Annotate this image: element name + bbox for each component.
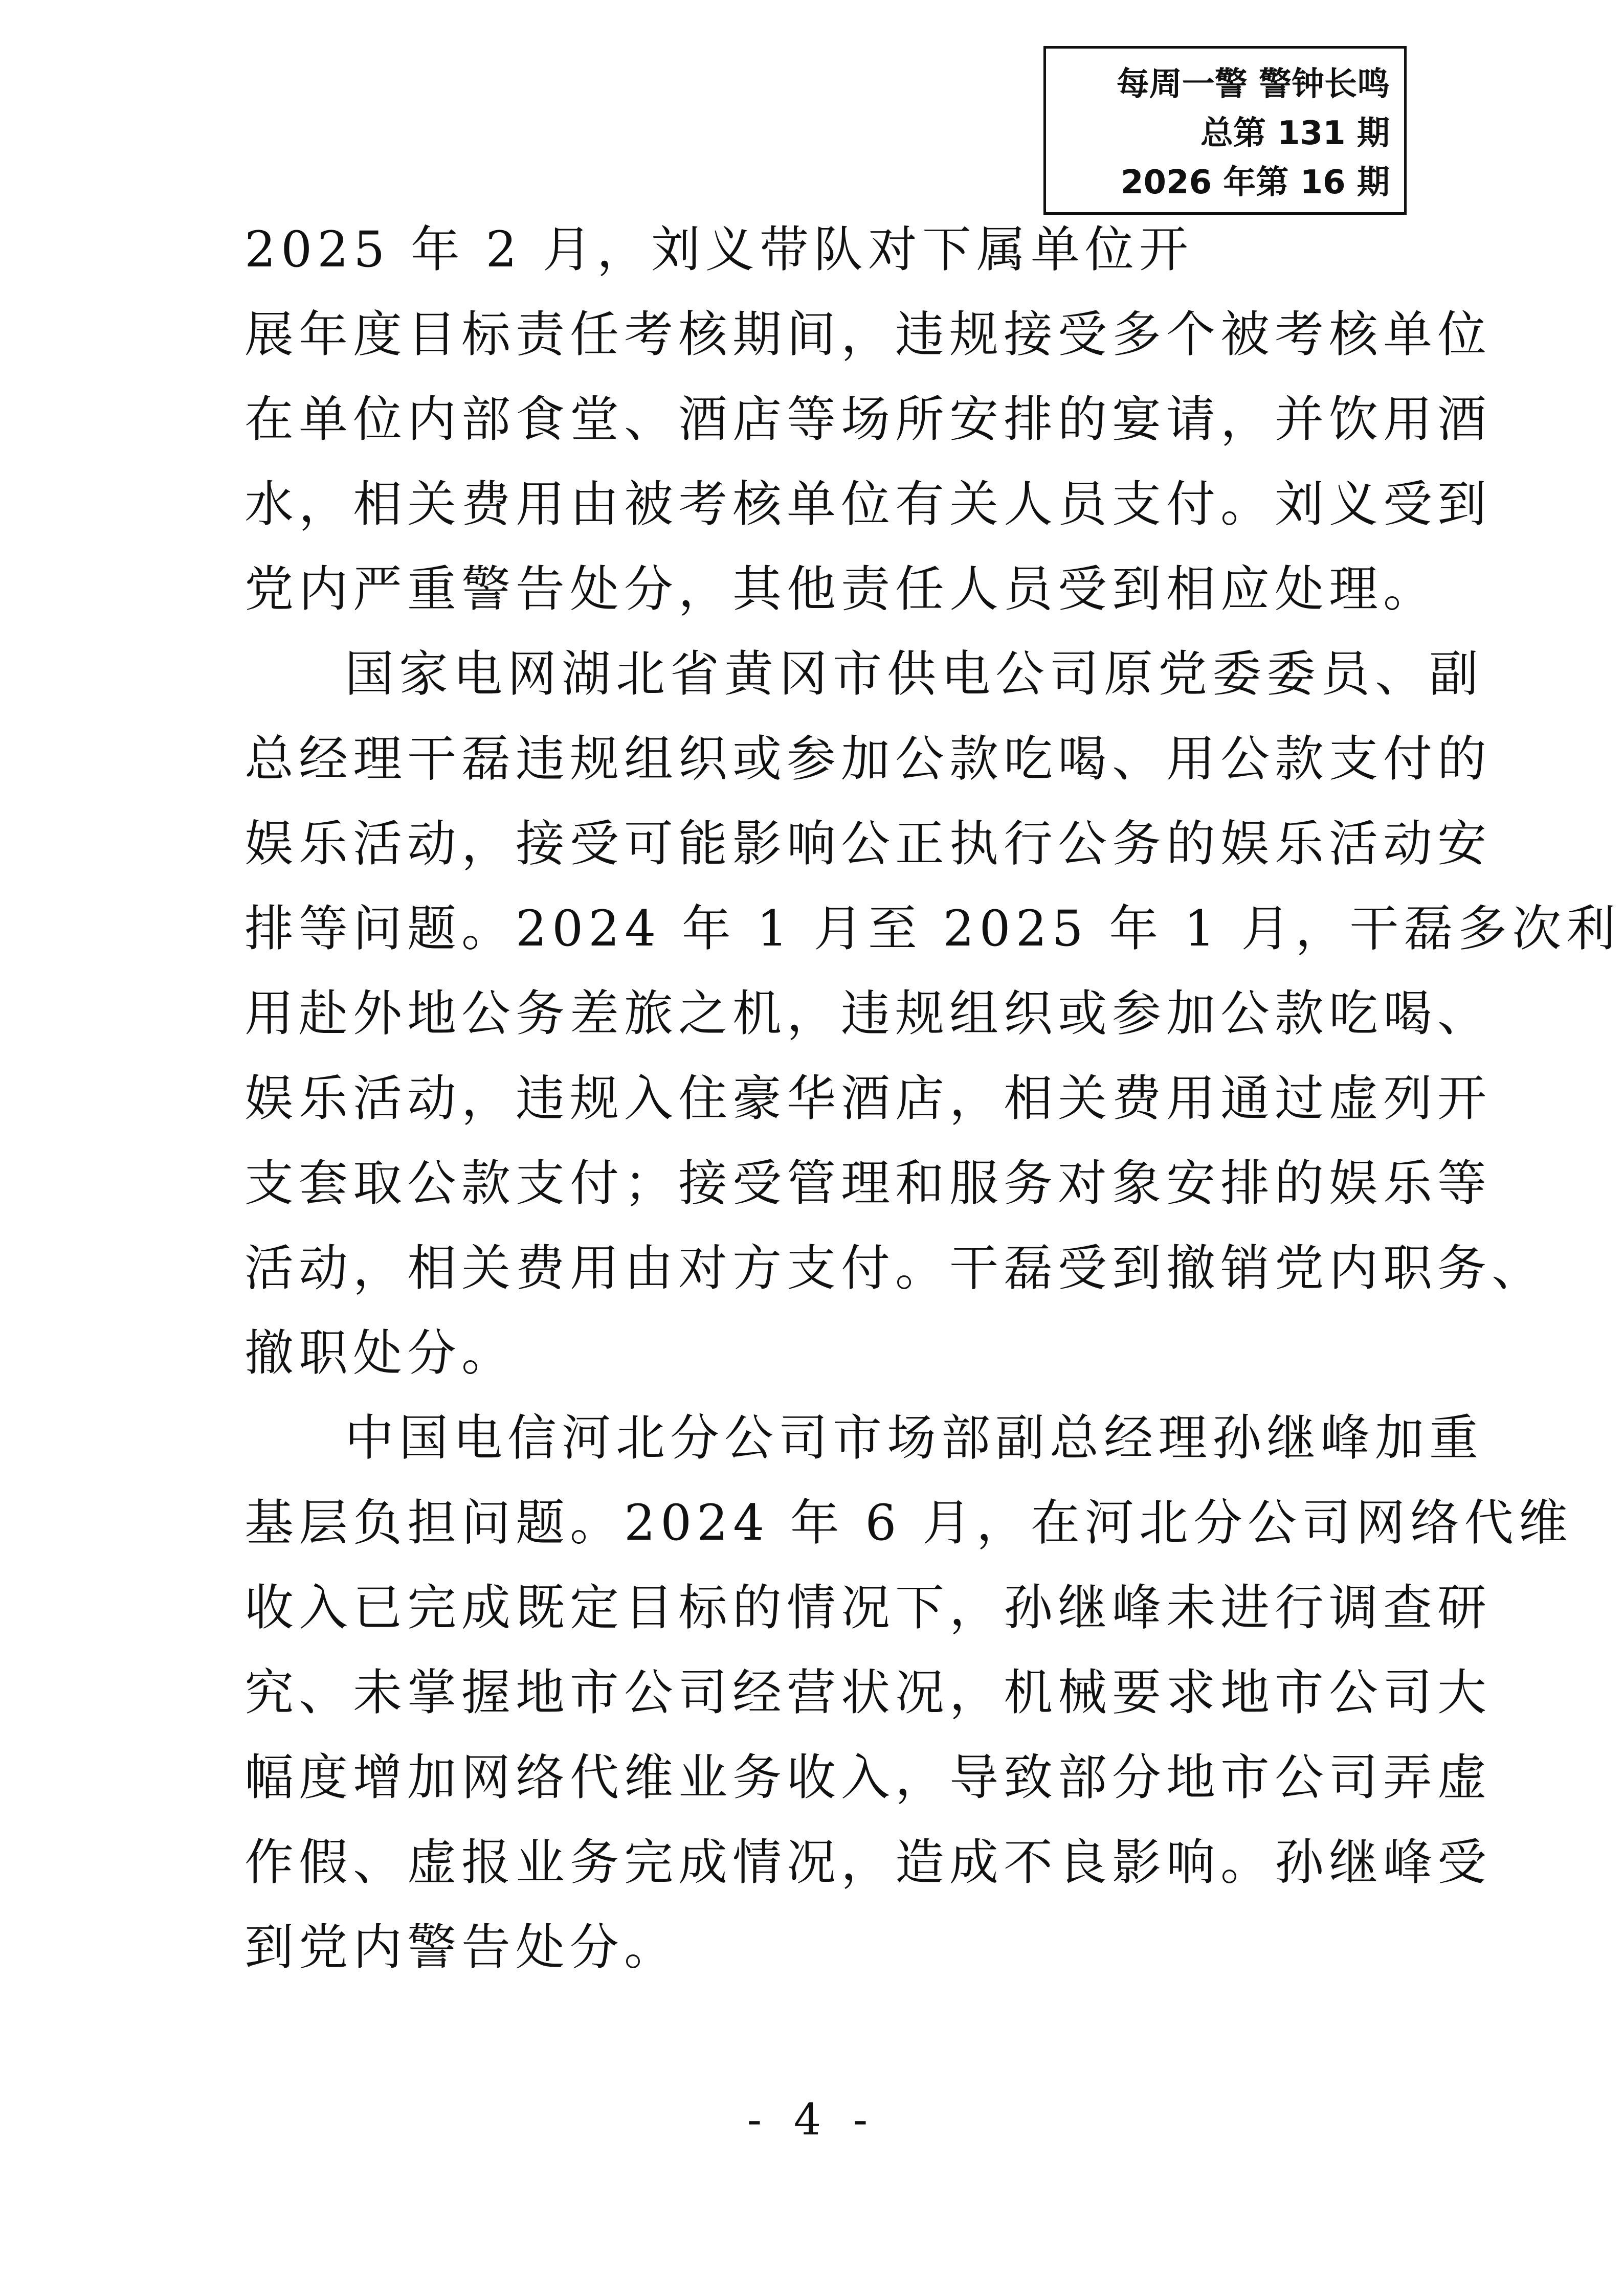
- header-title: 每周一警 警钟长鸣: [1116, 65, 1390, 103]
- text-line: 究、未掌握地市公司经营状况，机械要求地市公司大: [244, 1664, 1492, 1721]
- text-line: 活动，相关费用由对方支付。干磊受到撤销党内职务、: [244, 1240, 1546, 1297]
- text-line: 用赴外地公务差旅之机，违规组织或参加公款吃喝、: [244, 985, 1492, 1042]
- issue-header-box: [1043, 46, 1407, 215]
- text-line: 展年度目标责任考核期间，违规接受多个被考核单位: [244, 306, 1492, 363]
- text-line: 作假、虚报业务完成情况，造成不良影响。孙继峰受: [244, 1834, 1492, 1891]
- text-line: 水，相关费用由被考核单位有关人员支付。刘义受到: [244, 476, 1492, 533]
- text-line: 娱乐活动，接受可能影响公正执行公务的娱乐活动安: [244, 815, 1492, 872]
- text-line: 到党内警告处分。: [244, 1919, 678, 1976]
- text-line: 中国电信河北分公司市场部副总经理孙继峰加重: [345, 1409, 1483, 1467]
- text-line: 总经理干磊违规组织或参加公款吃喝、用公款支付的: [244, 730, 1492, 787]
- article-body: [244, 207, 1621, 1990]
- text-line: 2025 年 2 月，刘义带队对下属单位开: [244, 221, 1193, 278]
- header-year-issue: 2026 年第 16 期: [1120, 164, 1390, 201]
- text-line: 在单位内部食堂、酒店等场所安排的宴请，并饮用酒: [244, 391, 1492, 448]
- text-line: 党内严重警告处分，其他责任人员受到相应处理。: [244, 560, 1437, 618]
- text-line: 收入已完成既定目标的情况下，孙继峰未进行调查研: [244, 1579, 1492, 1636]
- text-line: 支套取公款支付；接受管理和服务对象安排的娱乐等: [244, 1155, 1492, 1212]
- text-line: 撤职处分。: [244, 1324, 516, 1382]
- page-number: - 4 -: [747, 2095, 877, 2145]
- text-line: 排等问题。2024 年 1 月至 2025 年 1 月，干磊多次利: [244, 900, 1621, 957]
- text-line: 幅度增加网络代维业务收入，导致部分地市公司弄虚: [244, 1749, 1492, 1806]
- text-line: 娱乐活动，违规入住豪华酒店，相关费用通过虚列开: [244, 1070, 1492, 1127]
- text-line: 基层负担问题。2024 年 6 月，在河北分公司网络代维: [244, 1494, 1573, 1551]
- header-total-issue: 总第 131 期: [1200, 115, 1390, 152]
- text-line: 国家电网湖北省黄冈市供电公司原党委委员、副: [345, 645, 1483, 703]
